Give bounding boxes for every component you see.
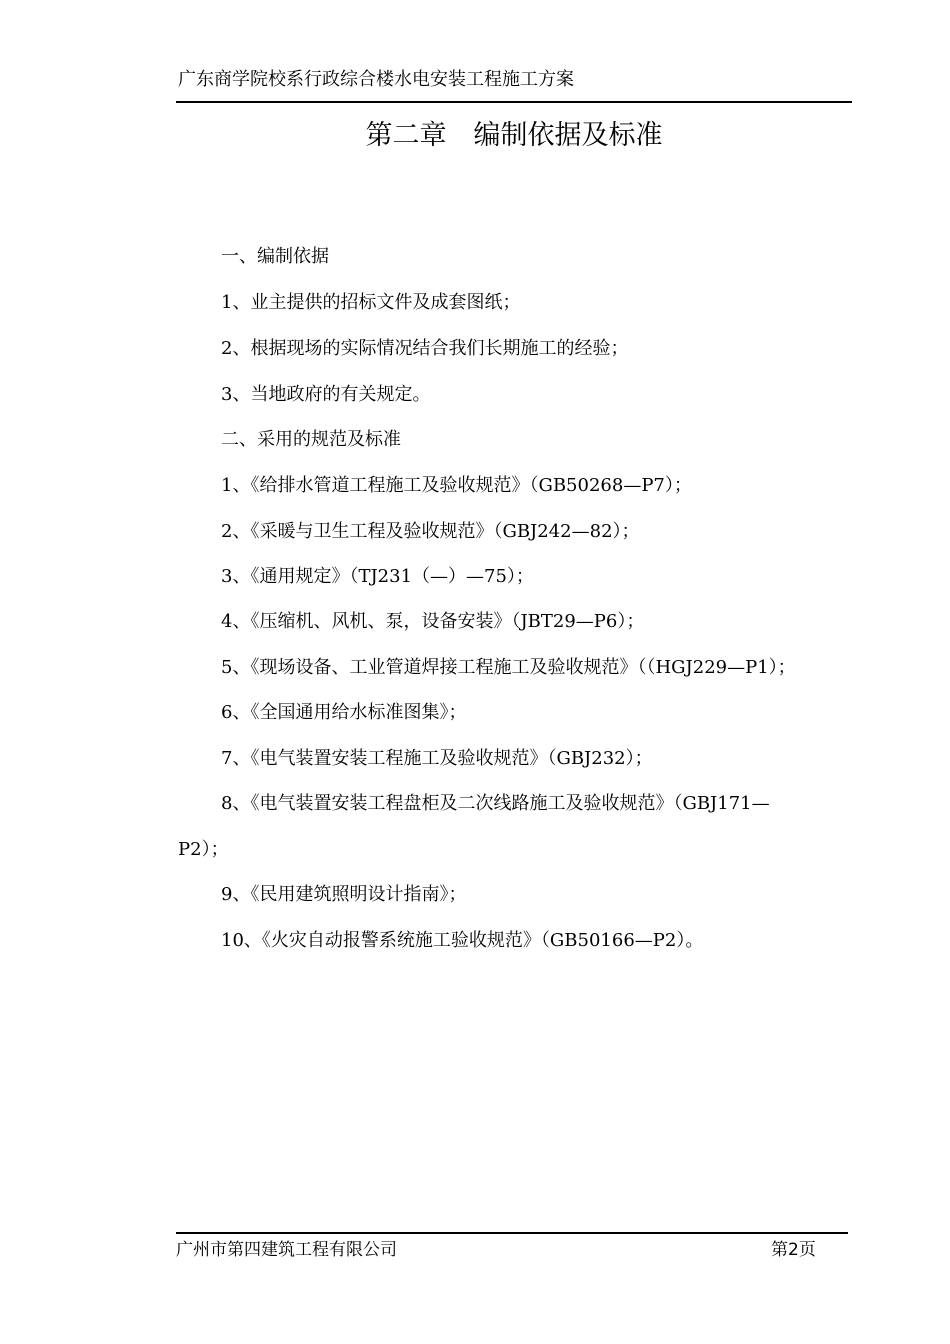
page-number: 第2页 <box>771 1240 816 1260</box>
standard-item: 10、《火灾自动报警系统施工验收规范》（GB50166—P2）。 <box>221 930 704 951</box>
standard-item: 9、《民用建筑照明设计指南》； <box>221 884 467 905</box>
section-heading-basis: 一、编制依据 <box>221 246 329 267</box>
standard-item: 3、《通用规定》（TJ231（—）—75）； <box>221 566 534 587</box>
footer-divider <box>176 1232 848 1234</box>
standard-item: 6、《全国通用给水标准图集》； <box>221 702 467 723</box>
standard-item: 1、《给排水管道工程施工及验收规范》（GB50268—P7）； <box>221 475 692 496</box>
basis-item: 3、当地政府的有关规定。 <box>221 384 431 405</box>
standard-item: 8、《电气装置安装工程盘柜及二次线路施工及验收规范》（GBJ171— <box>221 793 770 814</box>
standard-item-continuation: P2）； <box>178 839 229 860</box>
chapter-title: 第二章 编制依据及标准 <box>365 120 663 151</box>
section-heading-standards: 二、采用的规范及标准 <box>221 429 401 450</box>
standard-item: 5、《现场设备、工业管道焊接工程施工及验收规范》（（HGJ229—P1）； <box>221 657 796 678</box>
header-title: 广东商学院校系行政综合楼水电安装工程施工方案 <box>178 69 574 90</box>
standard-item: 4、《压缩机、风机、泵，设备安装》（JBT29—P6）； <box>221 611 645 632</box>
standard-item: 2、《采暖与卫生工程及验收规范》（GBJ242—82）； <box>221 521 640 542</box>
basis-item: 1、业主提供的招标文件及成套图纸； <box>221 292 521 313</box>
standard-item: 7、《电气装置安装工程施工及验收规范》（GBJ232）； <box>221 748 653 769</box>
header-divider <box>176 101 852 103</box>
footer-company: 广州市第四建筑工程有限公司 <box>176 1240 397 1260</box>
basis-item: 2、根据现场的实际情况结合我们长期施工的经验； <box>221 338 629 359</box>
